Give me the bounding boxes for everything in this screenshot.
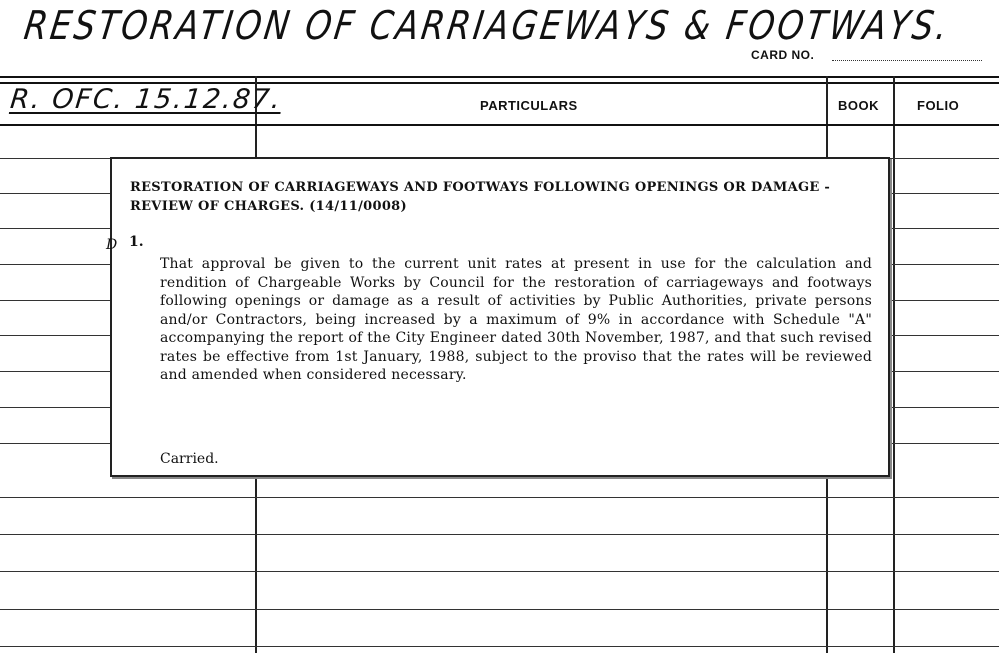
column-header-folio: FOLIO [917, 98, 960, 113]
column-divider-book [893, 76, 895, 653]
item-number: 1. [129, 234, 144, 250]
resolution-outcome: Carried. [160, 451, 219, 467]
pasted-resolution-slip [106, 157, 890, 477]
ledger-line [0, 497, 999, 498]
resolution-heading: RESTORATION OF CARRIAGEWAYS AND FOOTWAYS FOLLOWING OPENINGS OR DAMAGE - REVIEW OF CHARGES. (14/11/0008) [130, 180, 831, 214]
column-header-particulars: PARTICULARS [480, 98, 578, 113]
card-number-field [832, 60, 982, 61]
column-header-book: BOOK [838, 98, 879, 113]
card-number-label: CARD NO. [751, 48, 815, 62]
card-title: RESTORATION OF CARRIAGEWAYS & FOOTWAYS. [21, 2, 954, 49]
margin-mark: D [106, 237, 118, 253]
resolution-text: That approval be given to the current unit rates at present in use for the calculation and rendition of Chargeable Works by Council for the restoration of carriageways and footways following openings or damage as a result of activities by Public Authorities, private persons and/or Contractors, being increased by a maximum of 9% in accordance with Schedule "A" accompanying the report of the City Engineer dated 30th November, 1987, and that such revised rates be effective from 1st January, 1988, subject to the proviso that the rates will be reviewed and amended when considered necessary. [160, 256, 872, 383]
ledger-line [0, 534, 999, 535]
entry-reference: R. OFC. 15.12.87. [8, 84, 284, 115]
ledger-line [0, 571, 999, 572]
ledger-line [0, 609, 999, 610]
column-header-rule [0, 124, 999, 126]
header-rule-top [0, 76, 999, 78]
ledger-line [0, 646, 999, 647]
